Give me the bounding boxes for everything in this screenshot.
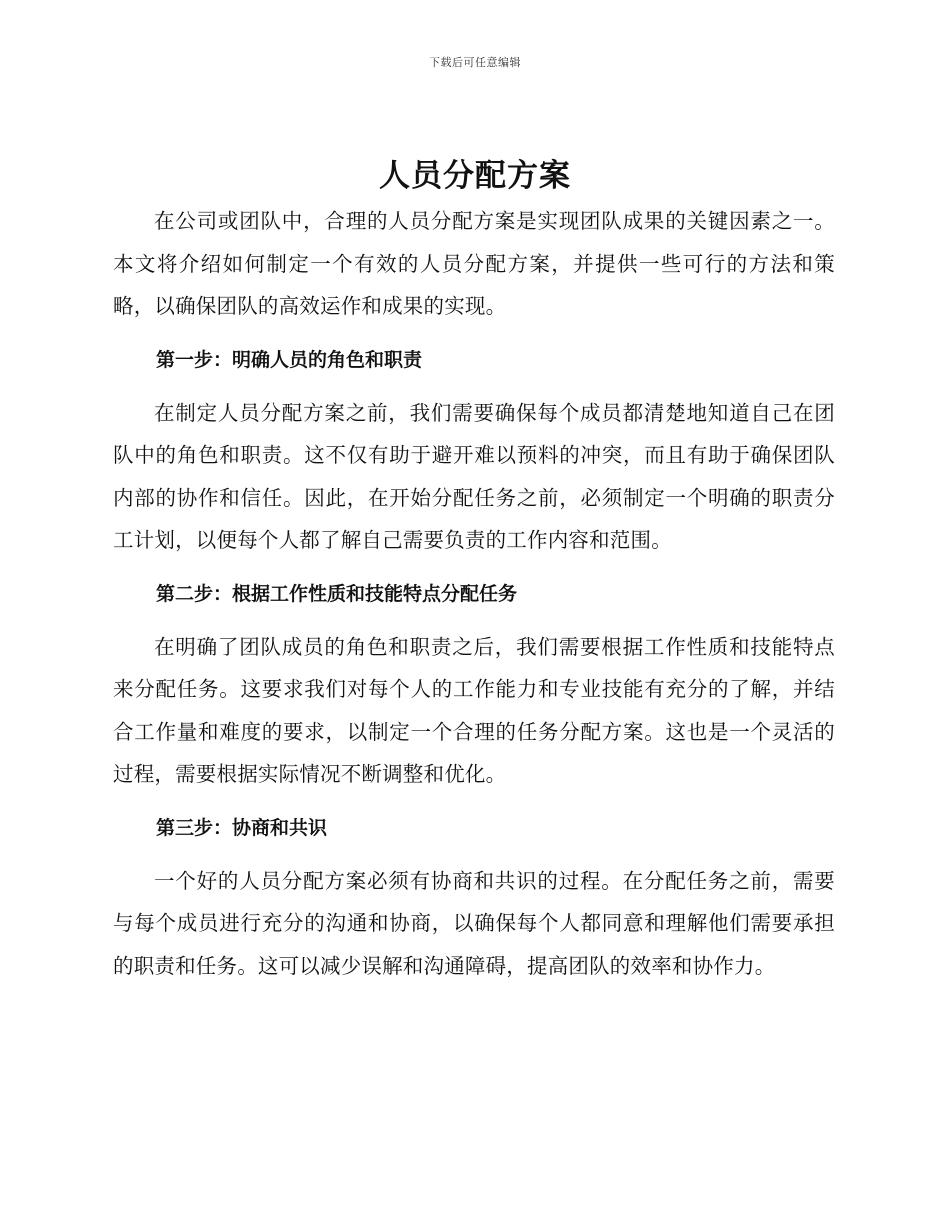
header-note: 下载后可任意编辑 [429,56,521,69]
document-title: 人员分配方案 [379,158,571,194]
section-body-step3: 一个好的人员分配方案必须有协商和共识的过程。在分配任务之前，需要与每个成员进行充分的沟通和协商，以确保每个人都同意和理解他们需要承担的职责和任务。这可以减少误解和沟通障碍，提高团队的效率和协作力。 [113,868,835,978]
section-heading-step3: 第三步：协商和共识 [156,816,328,839]
document-body [113,200,835,987]
section-heading-step2: 第二步：根据工作性质和技能特点分配任务 [156,582,518,605]
section-heading-step1: 第一步：明确人员的角色和职责 [156,348,423,371]
section-body-step1: 在制定人员分配方案之前，我们需要确保每个成员都清楚地知道自己在团队中的角色和职责。这不仅有助于避开难以预料的冲突，而且有助于确保团队内部的协作和信任。因此，在开始分配任务之前，必须制定一个明确的职责分工计划，以便每个人都了解自己需要负责的工作内容和范围。 [113,400,835,552]
section-body-step2: 在明确了团队成员的角色和职责之后，我们需要根据工作性质和技能特点来分配任务。这要求我们对每个人的工作能力和专业技能有充分的了解，并结合工作量和难度的要求，以制定一个合理的任务分配方案。这也是一个灵活的过程，需要根据实际情况不断调整和优化。 [113,634,835,786]
intro-paragraph: 在公司或团队中，合理的人员分配方案是实现团队成果的关键因素之一。本文将介绍如何制定一个有效的人员分配方案，并提供一些可行的方法和策略，以确保团队的高效运作和成果的实现。 [113,209,835,318]
